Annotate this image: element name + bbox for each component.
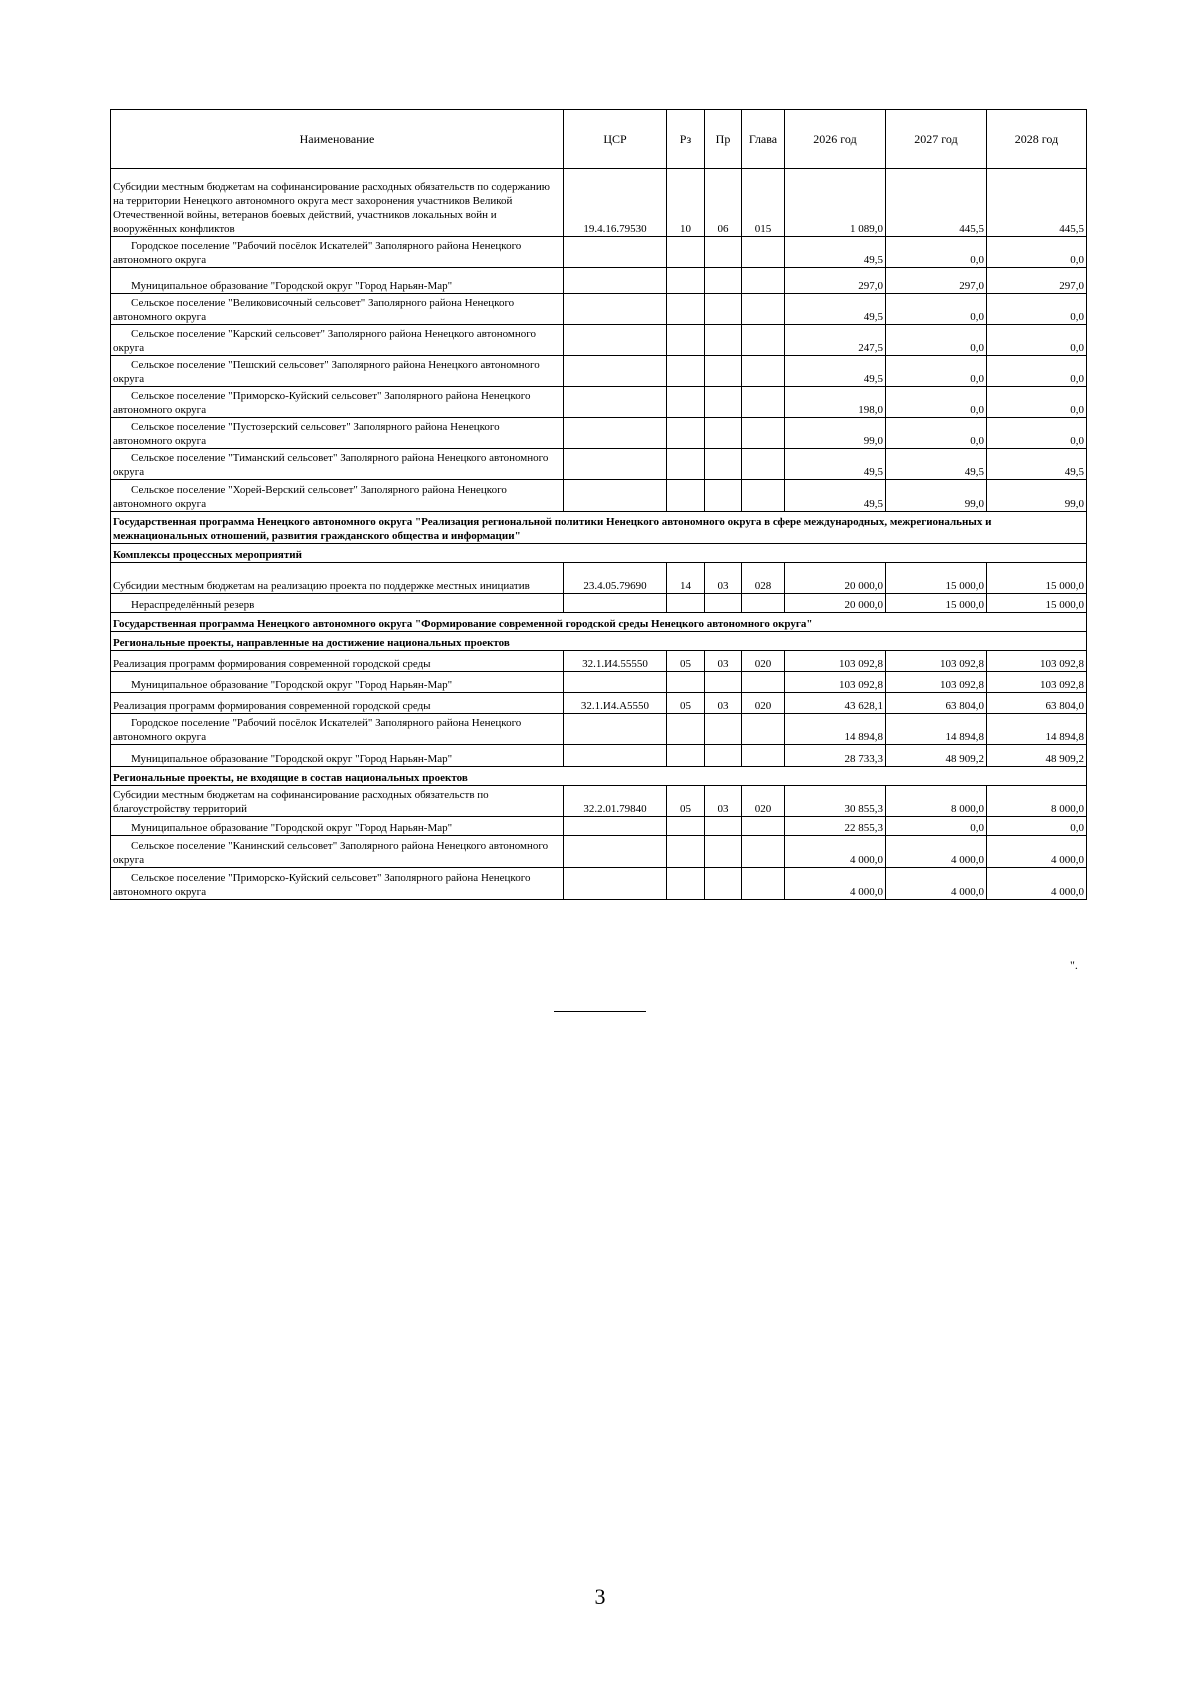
csr-cell bbox=[564, 868, 667, 900]
pr-cell bbox=[705, 418, 742, 449]
row-name: Сельское поселение "Приморско-Куйский сельсовет" Заполярного района Ненецкого автономного округа bbox=[111, 868, 564, 900]
table-row bbox=[111, 836, 1087, 868]
rz-cell bbox=[667, 745, 705, 767]
value-2027-cell: 49,5 bbox=[886, 449, 987, 480]
value-2028-cell: 14 894,8 bbox=[987, 714, 1087, 745]
section-row bbox=[111, 632, 1087, 651]
csr-cell: 19.4.16.79530 bbox=[564, 169, 667, 237]
value-2026-cell: 198,0 bbox=[785, 387, 886, 418]
pr-cell bbox=[705, 325, 742, 356]
pr-cell: 03 bbox=[705, 563, 742, 594]
csr-cell: 23.4.05.79690 bbox=[564, 563, 667, 594]
rz-cell bbox=[667, 594, 705, 613]
value-2026-cell: 49,5 bbox=[785, 480, 886, 512]
row-name: Сельское поселение "Тиманский сельсовет" Заполярного района Ненецкого автономного округа bbox=[111, 449, 564, 480]
csr-cell bbox=[564, 418, 667, 449]
value-2026-cell: 49,5 bbox=[785, 449, 886, 480]
value-2028-cell: 15 000,0 bbox=[987, 594, 1087, 613]
glava-cell bbox=[742, 356, 785, 387]
table-row bbox=[111, 268, 1087, 294]
table-row bbox=[111, 480, 1087, 512]
glava-cell: 028 bbox=[742, 563, 785, 594]
header-row bbox=[111, 110, 1087, 169]
value-2027-cell: 4 000,0 bbox=[886, 836, 987, 868]
table-row bbox=[111, 594, 1087, 613]
glava-cell bbox=[742, 480, 785, 512]
value-2028-cell: 48 909,2 bbox=[987, 745, 1087, 767]
section-row bbox=[111, 613, 1087, 632]
glava-cell bbox=[742, 672, 785, 693]
rz-cell bbox=[667, 356, 705, 387]
row-name: Реализация программ формирования современной городской среды bbox=[111, 693, 564, 714]
value-2028-cell: 49,5 bbox=[987, 449, 1087, 480]
value-2026-cell: 22 855,3 bbox=[785, 817, 886, 836]
page-number: 3 bbox=[594, 1584, 606, 1609]
row-name: Субсидии местным бюджетам на реализацию проекта по поддержке местных инициатив bbox=[111, 563, 564, 594]
value-2026-cell: 103 092,8 bbox=[785, 651, 886, 672]
table-row bbox=[111, 786, 1087, 817]
value-2026-cell: 43 628,1 bbox=[785, 693, 886, 714]
glava-cell: 020 bbox=[742, 651, 785, 672]
rz-cell bbox=[667, 672, 705, 693]
value-2028-cell: 445,5 bbox=[987, 169, 1087, 237]
pr-cell bbox=[705, 294, 742, 325]
glava-cell bbox=[742, 449, 785, 480]
value-2027-cell: 0,0 bbox=[886, 817, 987, 836]
row-name: Муниципальное образование "Городской округ "Город Нарьян-Мар" bbox=[111, 817, 564, 836]
section-row bbox=[111, 544, 1087, 563]
rz-cell bbox=[667, 836, 705, 868]
rz-cell bbox=[667, 268, 705, 294]
pr-cell bbox=[705, 387, 742, 418]
table-row bbox=[111, 325, 1087, 356]
value-2026-cell: 4 000,0 bbox=[785, 836, 886, 868]
value-2027-cell: 0,0 bbox=[886, 418, 987, 449]
value-2028-cell: 0,0 bbox=[987, 237, 1087, 268]
row-name: Сельское поселение "Хорей-Верский сельсовет" Заполярного района Ненецкого автономного округа bbox=[111, 480, 564, 512]
value-2026-cell: 20 000,0 bbox=[785, 594, 886, 613]
budget-table bbox=[110, 109, 1087, 900]
value-2026-cell: 49,5 bbox=[785, 237, 886, 268]
value-2027-cell: 103 092,8 bbox=[886, 651, 987, 672]
csr-cell bbox=[564, 714, 667, 745]
separator-line bbox=[554, 1011, 646, 1012]
row-name: Субсидии местным бюджетам на софинансирование расходных обязательств по содержанию на территории Ненецкого автономного округа мест захоронения участников Великой Отечественной войны, ветеранов боевых действий, участников локальных войн и вооружённых конфликтов bbox=[111, 169, 564, 237]
csr-cell bbox=[564, 836, 667, 868]
rz-cell bbox=[667, 817, 705, 836]
value-2027-cell: 297,0 bbox=[886, 268, 987, 294]
table-row bbox=[111, 693, 1087, 714]
value-2028-cell: 0,0 bbox=[987, 387, 1087, 418]
value-2027-cell: 0,0 bbox=[886, 356, 987, 387]
row-name: Городское поселение "Рабочий посёлок Искателей" Заполярного района Ненецкого автономного округа bbox=[111, 237, 564, 268]
table-row bbox=[111, 169, 1087, 237]
value-2027-cell: 99,0 bbox=[886, 480, 987, 512]
pr-cell bbox=[705, 237, 742, 268]
header-2027: 2027 год bbox=[886, 110, 987, 169]
value-2026-cell: 103 092,8 bbox=[785, 672, 886, 693]
row-name: Муниципальное образование "Городской округ "Город Нарьян-Мар" bbox=[111, 672, 564, 693]
header-name: Наименование bbox=[111, 110, 564, 169]
value-2028-cell: 0,0 bbox=[987, 325, 1087, 356]
section-title: Региональные проекты, направленные на достижение национальных проектов bbox=[111, 632, 1087, 651]
csr-cell bbox=[564, 449, 667, 480]
value-2028-cell: 103 092,8 bbox=[987, 651, 1087, 672]
table-row bbox=[111, 356, 1087, 387]
pr-cell: 03 bbox=[705, 693, 742, 714]
pr-cell bbox=[705, 868, 742, 900]
table-header bbox=[111, 110, 1087, 169]
row-name: Сельское поселение "Великовисочный сельсовет" Заполярного района Ненецкого автономного округа bbox=[111, 294, 564, 325]
value-2027-cell: 63 804,0 bbox=[886, 693, 987, 714]
pr-cell bbox=[705, 449, 742, 480]
glava-cell bbox=[742, 268, 785, 294]
header-csr: ЦСР bbox=[564, 110, 667, 169]
value-2026-cell: 99,0 bbox=[785, 418, 886, 449]
value-2026-cell: 14 894,8 bbox=[785, 714, 886, 745]
table-row bbox=[111, 449, 1087, 480]
value-2026-cell: 247,5 bbox=[785, 325, 886, 356]
value-2027-cell: 48 909,2 bbox=[886, 745, 987, 767]
value-2027-cell: 0,0 bbox=[886, 387, 987, 418]
section-row bbox=[111, 767, 1087, 786]
value-2028-cell: 15 000,0 bbox=[987, 563, 1087, 594]
row-name: Нераспределённый резерв bbox=[111, 594, 564, 613]
value-2027-cell: 0,0 bbox=[886, 294, 987, 325]
csr-cell bbox=[564, 237, 667, 268]
glava-cell bbox=[742, 745, 785, 767]
rz-cell bbox=[667, 294, 705, 325]
row-name: Сельское поселение "Приморско-Куйский сельсовет" Заполярного района Ненецкого автономного округа bbox=[111, 387, 564, 418]
glava-cell: 020 bbox=[742, 693, 785, 714]
rz-cell: 05 bbox=[667, 786, 705, 817]
glava-cell bbox=[742, 418, 785, 449]
csr-cell bbox=[564, 672, 667, 693]
table-row bbox=[111, 387, 1087, 418]
value-2027-cell: 103 092,8 bbox=[886, 672, 987, 693]
glava-cell bbox=[742, 868, 785, 900]
row-name: Муниципальное образование "Городской округ "Город Нарьян-Мар" bbox=[111, 268, 564, 294]
pr-cell bbox=[705, 356, 742, 387]
pr-cell bbox=[705, 480, 742, 512]
value-2026-cell: 49,5 bbox=[785, 294, 886, 325]
value-2028-cell: 63 804,0 bbox=[987, 693, 1087, 714]
row-name: Муниципальное образование "Городской округ "Город Нарьян-Мар" bbox=[111, 745, 564, 767]
csr-cell bbox=[564, 387, 667, 418]
pr-cell bbox=[705, 745, 742, 767]
rz-cell: 14 bbox=[667, 563, 705, 594]
value-2028-cell: 99,0 bbox=[987, 480, 1087, 512]
table-row bbox=[111, 817, 1087, 836]
value-2027-cell: 4 000,0 bbox=[886, 868, 987, 900]
rz-cell bbox=[667, 237, 705, 268]
value-2028-cell: 4 000,0 bbox=[987, 836, 1087, 868]
rz-cell bbox=[667, 714, 705, 745]
row-name: Субсидии местным бюджетам на софинансирование расходных обязательств по благоустройству территорий bbox=[111, 786, 564, 817]
value-2028-cell: 8 000,0 bbox=[987, 786, 1087, 817]
rz-cell bbox=[667, 480, 705, 512]
value-2026-cell: 49,5 bbox=[785, 356, 886, 387]
value-2026-cell: 1 089,0 bbox=[785, 169, 886, 237]
glava-cell bbox=[742, 836, 785, 868]
csr-cell bbox=[564, 356, 667, 387]
csr-cell bbox=[564, 594, 667, 613]
value-2027-cell: 15 000,0 bbox=[886, 594, 987, 613]
glava-cell bbox=[742, 387, 785, 418]
value-2026-cell: 4 000,0 bbox=[785, 868, 886, 900]
header-glava: Глава bbox=[742, 110, 785, 169]
table-row bbox=[111, 672, 1087, 693]
table-row bbox=[111, 651, 1087, 672]
pr-cell: 03 bbox=[705, 651, 742, 672]
value-2027-cell: 8 000,0 bbox=[886, 786, 987, 817]
csr-cell: 32.1.И4.А5550 bbox=[564, 693, 667, 714]
header-2026: 2026 год bbox=[785, 110, 886, 169]
rz-cell: 05 bbox=[667, 693, 705, 714]
csr-cell bbox=[564, 480, 667, 512]
table-row bbox=[111, 418, 1087, 449]
header-2028: 2028 год bbox=[987, 110, 1087, 169]
rz-cell: 10 bbox=[667, 169, 705, 237]
pr-cell bbox=[705, 672, 742, 693]
value-2027-cell: 0,0 bbox=[886, 325, 987, 356]
value-2026-cell: 28 733,3 bbox=[785, 745, 886, 767]
glava-cell: 020 bbox=[742, 786, 785, 817]
section-title: Комплексы процессных мероприятий bbox=[111, 544, 1087, 563]
value-2027-cell: 445,5 bbox=[886, 169, 987, 237]
rz-cell bbox=[667, 868, 705, 900]
section-title: Государственная программа Ненецкого автономного округа "Формирование современной городской среды Ненецкого автономного округа" bbox=[111, 613, 1087, 632]
csr-cell bbox=[564, 268, 667, 294]
value-2028-cell: 103 092,8 bbox=[987, 672, 1087, 693]
glava-cell bbox=[742, 714, 785, 745]
header-rz: Рз bbox=[667, 110, 705, 169]
csr-cell bbox=[564, 745, 667, 767]
row-name: Сельское поселение "Карский сельсовет" Заполярного района Ненецкого автономного округа bbox=[111, 325, 564, 356]
glava-cell bbox=[742, 237, 785, 268]
section-title: Региональные проекты, не входящие в состав национальных проектов bbox=[111, 767, 1087, 786]
table-row bbox=[111, 294, 1087, 325]
table-row bbox=[111, 745, 1087, 767]
row-name: Сельское поселение "Канинский сельсовет" Заполярного района Ненецкого автономного округа bbox=[111, 836, 564, 868]
rz-cell bbox=[667, 418, 705, 449]
pr-cell bbox=[705, 268, 742, 294]
value-2027-cell: 14 894,8 bbox=[886, 714, 987, 745]
row-name: Сельское поселение "Пешский сельсовет" Заполярного района Ненецкого автономного округа bbox=[111, 356, 564, 387]
value-2028-cell: 0,0 bbox=[987, 418, 1087, 449]
glava-cell bbox=[742, 594, 785, 613]
value-2028-cell: 0,0 bbox=[987, 356, 1087, 387]
section-row bbox=[111, 512, 1087, 544]
value-2028-cell: 0,0 bbox=[987, 294, 1087, 325]
header-pr: Пр bbox=[705, 110, 742, 169]
value-2028-cell: 4 000,0 bbox=[987, 868, 1087, 900]
pr-cell bbox=[705, 594, 742, 613]
value-2028-cell: 297,0 bbox=[987, 268, 1087, 294]
rz-cell bbox=[667, 449, 705, 480]
pr-cell bbox=[705, 836, 742, 868]
pr-cell: 03 bbox=[705, 786, 742, 817]
pr-cell: 06 bbox=[705, 169, 742, 237]
row-name: Городское поселение "Рабочий посёлок Искателей" Заполярного района Ненецкого автономного округа bbox=[111, 714, 564, 745]
rz-cell bbox=[667, 387, 705, 418]
csr-cell bbox=[564, 817, 667, 836]
csr-cell bbox=[564, 294, 667, 325]
rz-cell bbox=[667, 325, 705, 356]
value-2026-cell: 20 000,0 bbox=[785, 563, 886, 594]
rz-cell: 05 bbox=[667, 651, 705, 672]
csr-cell: 32.1.И4.55550 bbox=[564, 651, 667, 672]
table-row bbox=[111, 563, 1087, 594]
value-2028-cell: 0,0 bbox=[987, 817, 1087, 836]
pr-cell bbox=[705, 817, 742, 836]
csr-cell: 32.2.01.79840 bbox=[564, 786, 667, 817]
glava-cell bbox=[742, 325, 785, 356]
pr-cell bbox=[705, 714, 742, 745]
csr-cell bbox=[564, 325, 667, 356]
table-body bbox=[111, 169, 1087, 900]
value-2027-cell: 15 000,0 bbox=[886, 563, 987, 594]
table-row bbox=[111, 868, 1087, 900]
glava-cell: 015 bbox=[742, 169, 785, 237]
glava-cell bbox=[742, 817, 785, 836]
value-2026-cell: 30 855,3 bbox=[785, 786, 886, 817]
section-title: Государственная программа Ненецкого автономного округа "Реализация региональной политики Ненецкого автономного округа в сфере международных, межрегиональных и межнациональных отношений, развития гражданского общества и информации" bbox=[111, 512, 1087, 544]
value-2026-cell: 297,0 bbox=[785, 268, 886, 294]
table-row bbox=[111, 237, 1087, 268]
closing-quote-mark: ". bbox=[1070, 958, 1078, 972]
table-row bbox=[111, 714, 1087, 745]
value-2027-cell: 0,0 bbox=[886, 237, 987, 268]
row-name: Реализация программ формирования современной городской среды bbox=[111, 651, 564, 672]
row-name: Сельское поселение "Пустозерский сельсовет" Заполярного района Ненецкого автономного округа bbox=[111, 418, 564, 449]
glava-cell bbox=[742, 294, 785, 325]
